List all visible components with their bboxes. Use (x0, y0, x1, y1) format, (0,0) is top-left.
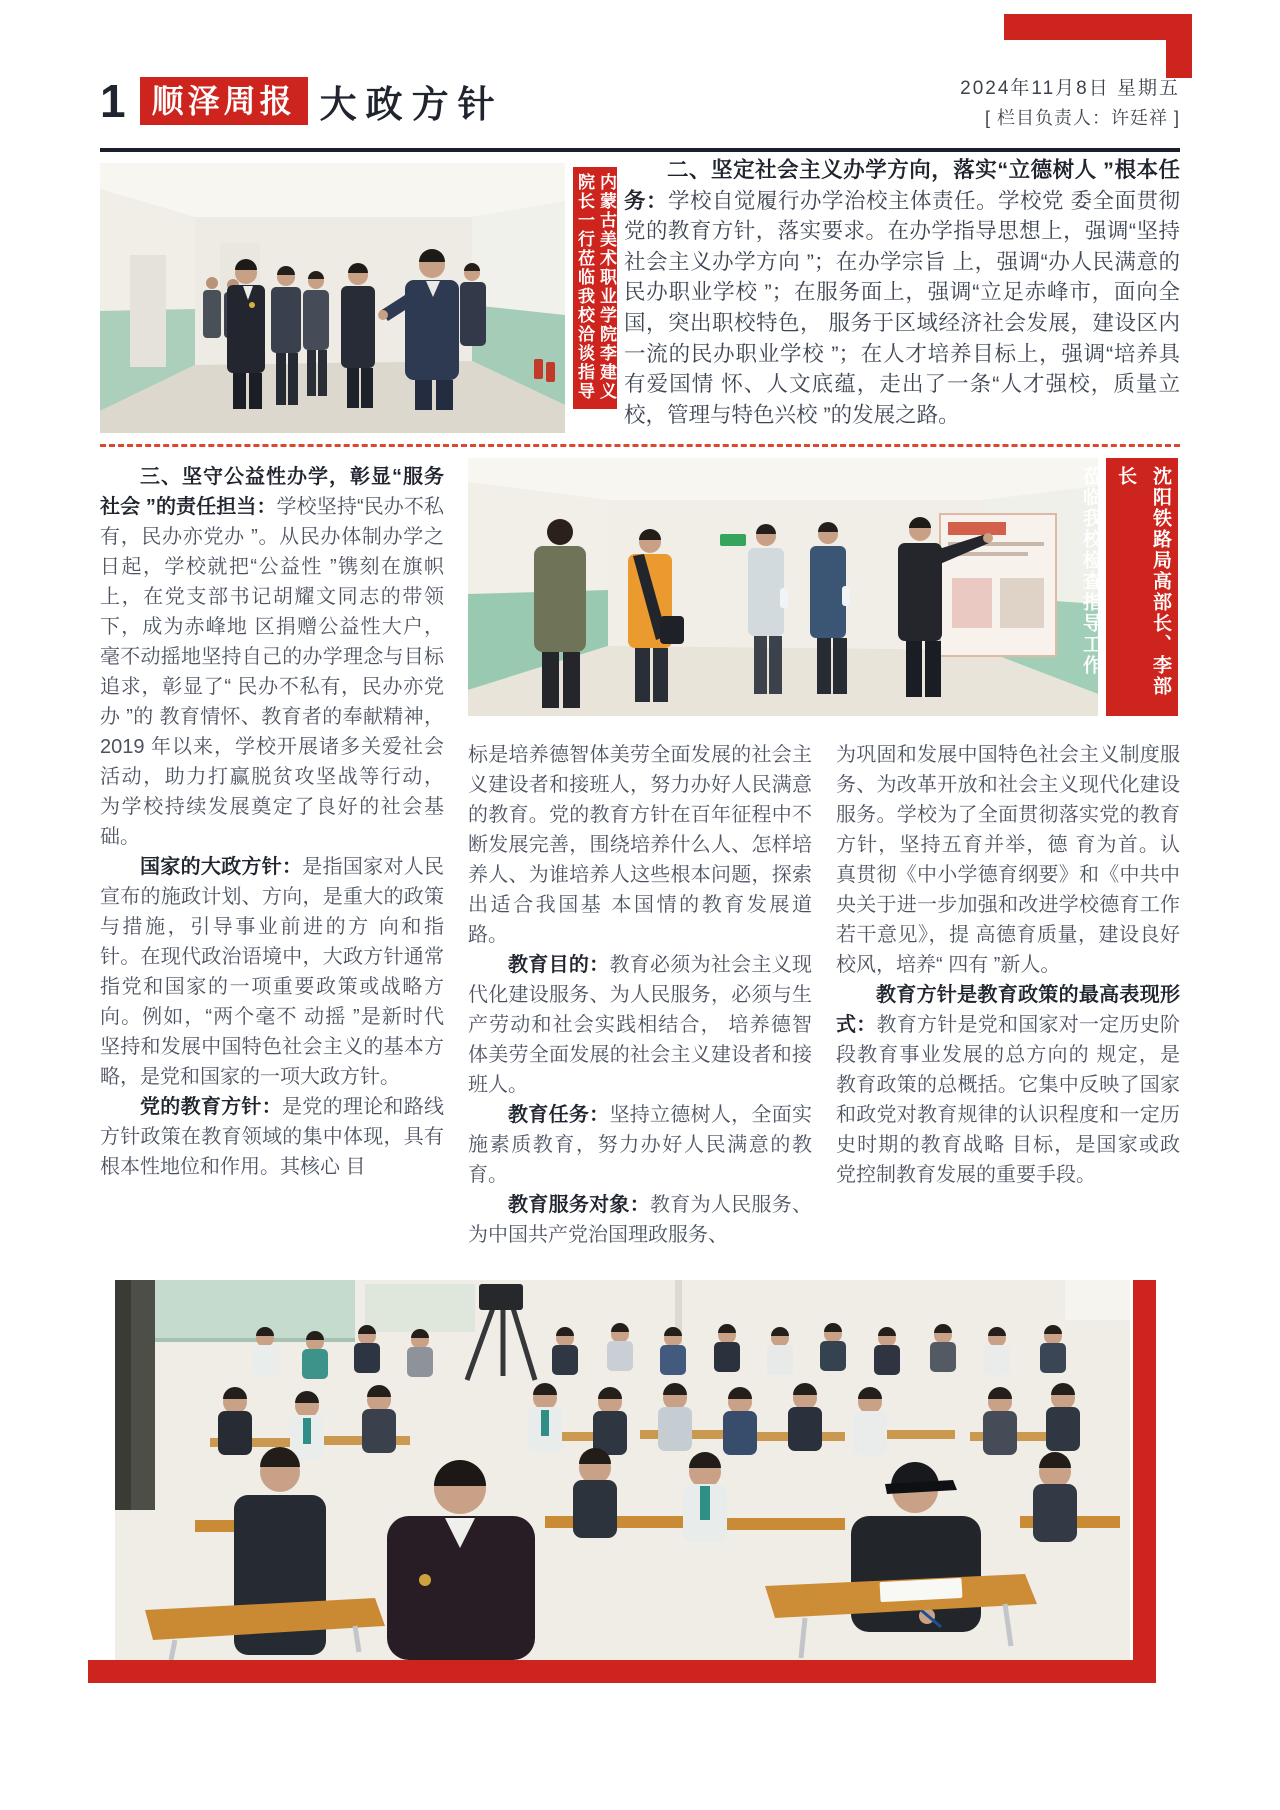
issue-date: 2024年11月8日 星期五 (960, 77, 1180, 99)
masthead-logo: 顺泽周报 (140, 77, 308, 125)
paragraph-lead: 教育目的： (508, 954, 610, 976)
column-editor: [ 栏目负责人：许廷祥 ] (984, 107, 1180, 128)
paragraph-lead: 国家的大政方针： (140, 856, 303, 878)
header-rule (100, 148, 1180, 152)
paragraph-body: 学校坚持“民办不私有，民办亦党办 ”。从民办体制办学之日起，学校就把“公益性 ”镌刻在旗帜上，在党支部书记胡耀文同志的带领下，成为赤峰地 区捐赠公益性大户，毫不动摇地坚持自己的办学理念与目标追求，彰显了“ 民办不私有，民办亦党办 ”的 教育情怀、教育者的奉献精神，2019 年以来，学校开展诸多关爱社会活动，助力打赢脱贫攻坚战等行动， 为学校持续发展奠定了良好的社会基础。 (100, 496, 444, 848)
video-camera (479, 1284, 523, 1310)
body-column-1 (100, 462, 444, 1182)
dashed-separator (100, 444, 1180, 447)
exit-sign (720, 534, 746, 546)
photo-frame-right-bar (1133, 1280, 1156, 1683)
article-top-body: 学校自觉履行办学治校主体责任。学校党 委全面贯彻党的教育方针，落实要求。在办学指导思想上，强调“坚持社会主义办学方向 ”；在办学宗旨 上，强调“办人民满意的民办职业学校 ”；在服务面上，强调“立足赤峰市，面向全国，突出职校特色， 服务于区域经济社会发展，建设区内一流的民办职业学校 ”；在人才培养目标上，强调“培养具有爱国情 怀、人文底蕴，走出了一条“人才强校，质量立校，管理与特色兴校 ”的发展之路。 (624, 188, 1180, 427)
paragraph-body: 教育方针是党和国家对一定历史阶段教育事业发展的总方向的 规定，是教育政策的总概括。它集中反映了国家和政党对教育规律的认识程度和一定历史时期的教育战略 目标，是国家或政党控制教育发展的重要手段。 (836, 1014, 1180, 1186)
body-columns-2-3 (468, 740, 1180, 1250)
caption-line: 莅临我校检查指导工作 (1080, 466, 1101, 676)
paragraph-lead: 党的教育方针： (140, 1096, 282, 1118)
fire-extinguisher (546, 362, 555, 382)
body-column-2 (468, 740, 812, 1250)
green-board (155, 1280, 355, 1342)
page-number: 1 (100, 75, 126, 127)
paragraph-body: 教育必须为社会主义现代化建设服务、为人民服务，必须与生产劳动和社会实践相结合， 培养德智体美劳全面发展的社会主义建设者和接班人。 (468, 954, 813, 1096)
photo-classroom-meeting (115, 1280, 1130, 1660)
corner-decoration-top-right-horizontal (1004, 14, 1192, 40)
article-top-lead: 二、坚定社会主义办学方向，落实“立德树人 ”根本任务： (624, 158, 1180, 213)
body-column-3 (836, 740, 1180, 1250)
paragraph-body: 为巩固和发展中国特色社会主义制度服务、为改革开放和社会主义现代化建设服务。学校为了全面贯彻落实党的教育方针，坚持五育并举，德 育为首。认真贯彻《中小学德育纲要》和《中共中央关于进一步加强和改进学校德育工作若干意见》，提 高德育质量，建设良好校风，培养“ 四有 ”新人。 (836, 744, 1180, 976)
article-top (624, 155, 1180, 430)
photo-caption-middle (1080, 458, 1178, 716)
paragraph-body: 教育为人民服务、为中国共产党治国理政服务、 (468, 1194, 812, 1246)
paragraph-body: 是党的理论和路线方针政策在教育领域的集中体现，具有根本性地位和作用。其核心 目 (100, 1096, 444, 1178)
photo-caption-top (573, 167, 617, 409)
photo-inspection-hallway (468, 458, 1098, 716)
caption-line: 内蒙古美术职业学院李建义 (597, 173, 616, 401)
photo-frame-bottom-bar (88, 1660, 1156, 1683)
section-title: 大政方针 (319, 84, 504, 125)
caption-line: 院长一行莅临我校洽谈指导 (575, 173, 594, 401)
header-meta (960, 73, 1180, 130)
photo-delegation-hallway (100, 163, 565, 433)
paragraph-lead: 教育任务： (508, 1104, 610, 1126)
fire-extinguisher (534, 359, 543, 379)
caption-line: 沈阳铁路局高部长、李部长 (1115, 466, 1171, 697)
paragraph-lead: 教育服务对象： (508, 1194, 650, 1216)
paragraph-body: 坚持立德树人，全面实施素质教育，努力办好人民满意的教育。 (468, 1104, 813, 1186)
page-header (100, 70, 1180, 132)
paragraph-body: 是指国家对人民宣布的施政计划、方向，是重大的政策与措施，引导事业前进的方 向和指针。在现代政治语境中，大政方针通常指党和国家的一项重要政策或战略方向。例如，“两个毫不 动摇 ”是新时代坚持和发展中国特色社会主义的基本方略，是党和国家的一项大政方针。 (100, 856, 445, 1088)
paragraph-body: 标是培养德智体美劳全面发展的社会主义建设者和接班人，努力办好人民满意的教育。党的教育方针在百年征程中不断发展完善，围绕培养什么人、怎样培养人、为谁培养人这些根本问题，探索出适合我国基 本国情的教育发展道路。 (468, 744, 812, 946)
corner-decoration-top-right-vertical (1166, 14, 1192, 78)
paragraph-lead: 三、坚守公益性办学，彰显“服务社会 ”的责任担当： (100, 466, 444, 518)
wall-poster-board (940, 514, 1056, 656)
paragraph-lead: 教育方针是教育政策的最高表现形式： (836, 984, 1180, 1036)
